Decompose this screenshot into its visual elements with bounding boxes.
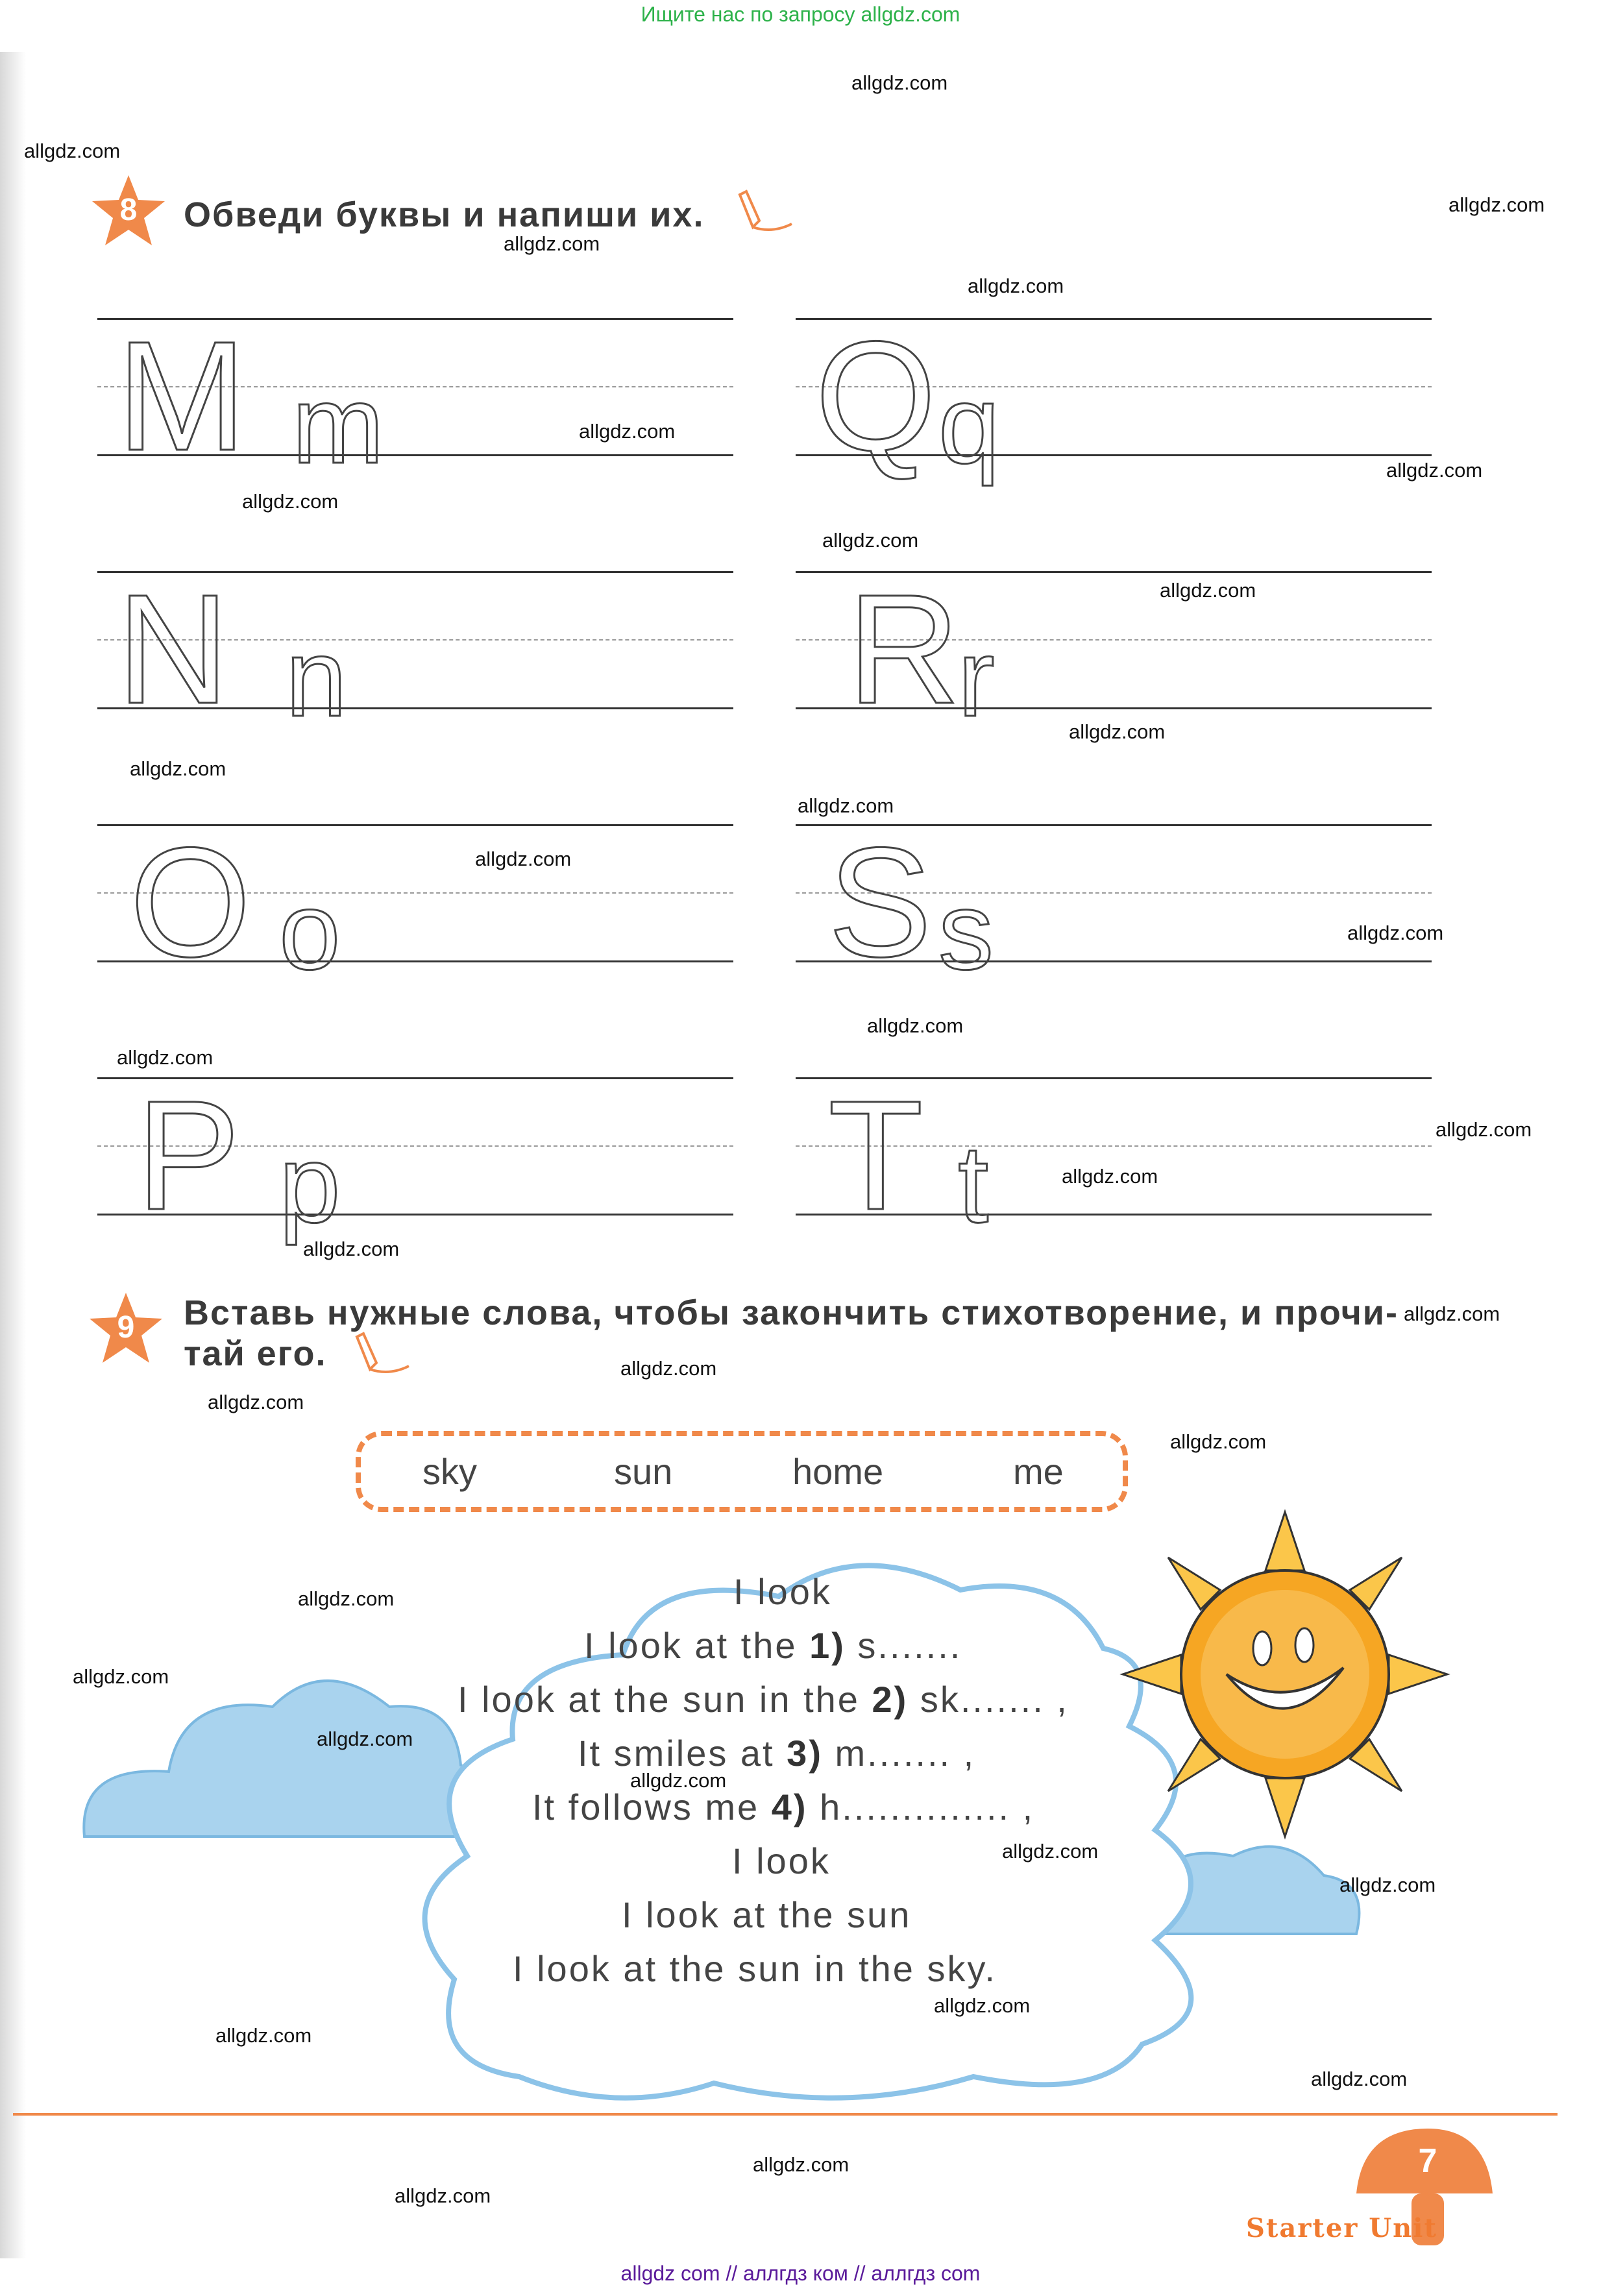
watermark: allgdz.com [798, 794, 894, 817]
blank-field[interactable]: s....... [845, 1625, 962, 1666]
trace-upper: N [117, 562, 230, 736]
watermark: allgdz.com [867, 1014, 964, 1037]
letter-block-n [97, 562, 733, 740]
trace-upper: T [828, 1068, 923, 1242]
poem-line-1 [733, 1570, 832, 1613]
poem-text: I look at the sun in the sky. [513, 1948, 997, 1989]
watermark: allgdz.com [475, 848, 572, 870]
poem-text: I look at the [584, 1625, 810, 1666]
letter-block-p [97, 1068, 733, 1246]
poem-text: It follows me [532, 1787, 772, 1827]
task8-title: Обведи буквы и напиши их. [184, 195, 705, 234]
word-sun: sun [614, 1451, 673, 1492]
watermark: allgdz.com [579, 420, 676, 443]
watermark: allgdz.com [24, 140, 121, 162]
watermark: allgdz.com [1448, 193, 1545, 216]
blank-field[interactable]: m....... , [822, 1733, 976, 1774]
watermark: allgdz.com [317, 1728, 413, 1750]
watermark: allgdz.com [1404, 1302, 1500, 1325]
watermark: allgdz.com [934, 1994, 1031, 2017]
task8-badge [90, 174, 167, 252]
task9-badge [87, 1291, 165, 1369]
watermark: allgdz.com [298, 1587, 395, 1610]
watermark: allgdz.com [1311, 2068, 1408, 2090]
footer-divider [13, 2113, 1558, 2116]
watermark: allgdz.com [1160, 579, 1256, 602]
watermark: allgdz.com [968, 275, 1064, 297]
task9-title-line2: тай его. [184, 1334, 327, 1373]
watermark: allgdz.com [1339, 1874, 1436, 1896]
pencil-icon [350, 1330, 415, 1386]
watermark: allgdz.com [1002, 1840, 1099, 1862]
poem-line-3 [458, 1678, 1069, 1720]
poem-text: I look at the sun in the [458, 1679, 872, 1720]
poem-text: I look at the sun [622, 1894, 912, 1935]
trace-upper: Q [815, 309, 936, 483]
watermark: allgdz.com [242, 490, 339, 513]
task8-number: 8 [119, 193, 138, 227]
letter-block-o [97, 815, 733, 993]
poem-text: I look [732, 1840, 831, 1881]
watermark: allgdz.com [208, 1391, 304, 1413]
watermark: allgdz.com [130, 757, 226, 780]
task9-number: 9 [117, 1310, 135, 1345]
word-home: home [792, 1451, 884, 1492]
blank-field[interactable]: h.............. , [807, 1787, 1035, 1827]
blank-number: 2) [872, 1679, 909, 1720]
watermark: allgdz.com [1436, 1118, 1532, 1141]
poem-line-4 [578, 1732, 975, 1774]
trace-lower: p [279, 1123, 341, 1246]
trace-upper: R [848, 562, 960, 736]
trace-upper: O [130, 815, 251, 989]
poem-text: I look [733, 1571, 832, 1612]
word-sky: sky [422, 1451, 477, 1492]
watermark: allgdz.com [1062, 1165, 1158, 1188]
poem-text: It smiles at [578, 1733, 787, 1774]
watermark: allgdz.com [1347, 922, 1444, 944]
poem-line-8 [513, 1948, 997, 1990]
letter-block-s [796, 815, 1432, 993]
trace-lower: m [292, 363, 384, 487]
trace-upper: M [117, 309, 247, 483]
poem-line-7 [622, 1894, 911, 1936]
unit-label: Starter Unit [1246, 2213, 1437, 2243]
watermark: allgdz.com [1069, 720, 1166, 743]
watermark: allgdz.com [620, 1357, 717, 1380]
trace-lower: q [938, 363, 1000, 487]
trace-lower: r [958, 617, 995, 740]
watermark: allgdz.com [822, 529, 919, 552]
trace-upper: S [828, 815, 933, 989]
watermark: allgdz.com [73, 1665, 169, 1688]
poem-line-2 [584, 1624, 962, 1667]
trace-lower: s [938, 870, 994, 993]
watermark: allgdz.com [851, 71, 948, 94]
trace-lower: t [958, 1123, 989, 1246]
watermark: allgdz.com [753, 2153, 849, 2176]
poem-line-6 [732, 1840, 831, 1882]
blank-number: 3) [787, 1733, 823, 1774]
top-banner[interactable]: Ищите нас по запросу allgdz.com [641, 3, 960, 26]
trace-lower: n [286, 617, 347, 740]
bottom-banner[interactable]: allgdz com // аллгдз ком // аллгдз com [620, 2262, 981, 2285]
watermark: allgdz.com [504, 232, 600, 255]
word-me: me [1013, 1451, 1064, 1492]
watermark: allgdz.com [630, 1769, 727, 1792]
poem-line-5 [532, 1786, 1034, 1828]
blank-number: 4) [771, 1787, 808, 1827]
watermark: allgdz.com [1170, 1430, 1267, 1453]
blank-number: 1) [809, 1625, 846, 1666]
watermark: allgdz.com [215, 2024, 312, 2047]
pencil-icon [733, 188, 798, 243]
letter-block-q [796, 309, 1432, 487]
trace-upper: P [136, 1068, 241, 1242]
watermark: allgdz.com [303, 1238, 400, 1260]
watermark: allgdz.com [117, 1046, 214, 1069]
page-number: 7 [1418, 2142, 1437, 2180]
watermark: allgdz.com [1386, 459, 1483, 482]
watermark: allgdz.com [395, 2184, 491, 2207]
blank-field[interactable]: sk....... , [908, 1679, 1069, 1720]
letter-block-t [796, 1068, 1432, 1246]
sun-illustration [1116, 1506, 1454, 1843]
trace-lower: o [279, 870, 341, 993]
task9-title-line1: Вставь нужные слова, чтобы закончить стихотворение, и прочи- [184, 1293, 1399, 1332]
